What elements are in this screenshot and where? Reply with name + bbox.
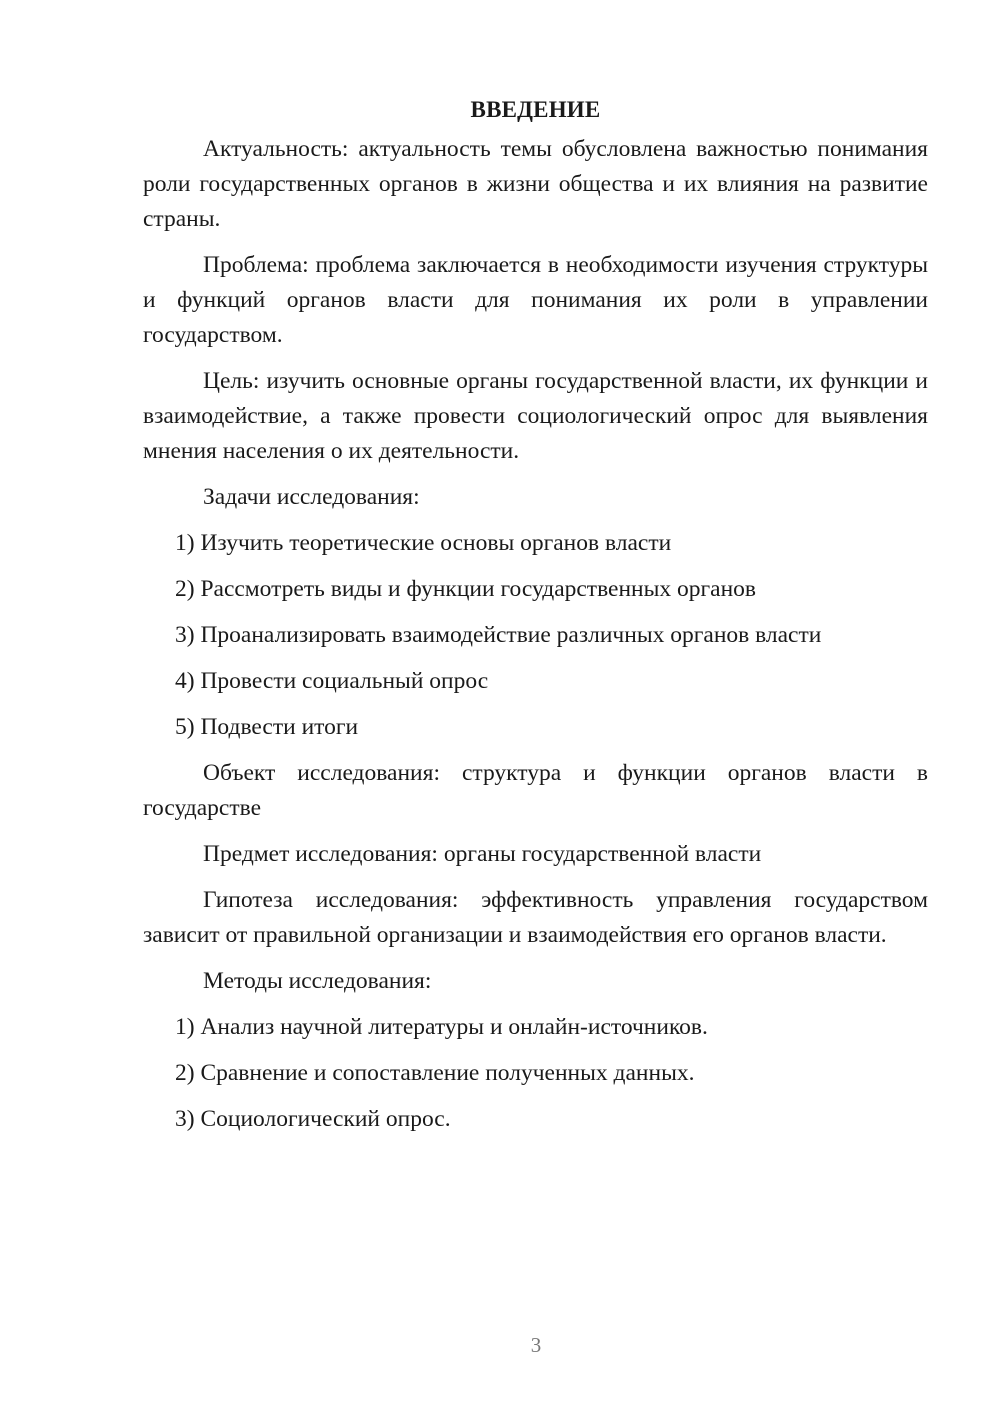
task-item-3: 3) Проанализировать взаимодействие различных органов власти — [175, 622, 822, 648]
method-item-1: 1) Анализ научной литературы и онлайн-источников. — [175, 1014, 708, 1040]
method-item-3: 3) Социологический опрос. — [175, 1106, 451, 1132]
task-item-1: 1) Изучить теоретические основы органов власти — [175, 530, 672, 556]
problem-paragraph: Проблема: проблема заключается в необходимости изучения структуры и функций органов власти для понимания их роли в управлении государством. — [143, 252, 928, 348]
tasks-heading: Задачи исследования: — [203, 484, 420, 510]
relevance-paragraph: Актуальность: актуальность темы обусловлена важностью понимания роли государственных органов в жизни общества и их влияния на развитие страны. — [143, 136, 928, 232]
hypothesis-paragraph: Гипотеза исследования: эффективность управления государством зависит от правильной организации и взаимодействия его органов власти. — [143, 887, 928, 948]
page-content — [143, 92, 928, 1148]
method-item-2: 2) Сравнение и сопоставление полученных данных. — [175, 1060, 695, 1086]
subject-paragraph: Предмет исследования: органы государственной власти — [203, 841, 762, 867]
methods-heading: Методы исследования: — [203, 968, 432, 994]
section-title: ВВЕДЕНИЕ — [470, 97, 601, 122]
task-item-4: 4) Провести социальный опрос — [175, 668, 489, 694]
goal-paragraph: Цель: изучить основные органы государственной власти, их функции и взаимодействие, а также провести социологический опрос для выявления мнения населения о их деятельности. — [143, 368, 928, 464]
task-item-5: 5) Подвести итоги — [175, 714, 359, 740]
object-paragraph: Объект исследования: структура и функции органов власти в государстве — [143, 760, 928, 821]
task-item-2: 2) Рассмотреть виды и функции государственных органов — [175, 576, 757, 602]
page-number: 3 — [530, 1333, 542, 1357]
